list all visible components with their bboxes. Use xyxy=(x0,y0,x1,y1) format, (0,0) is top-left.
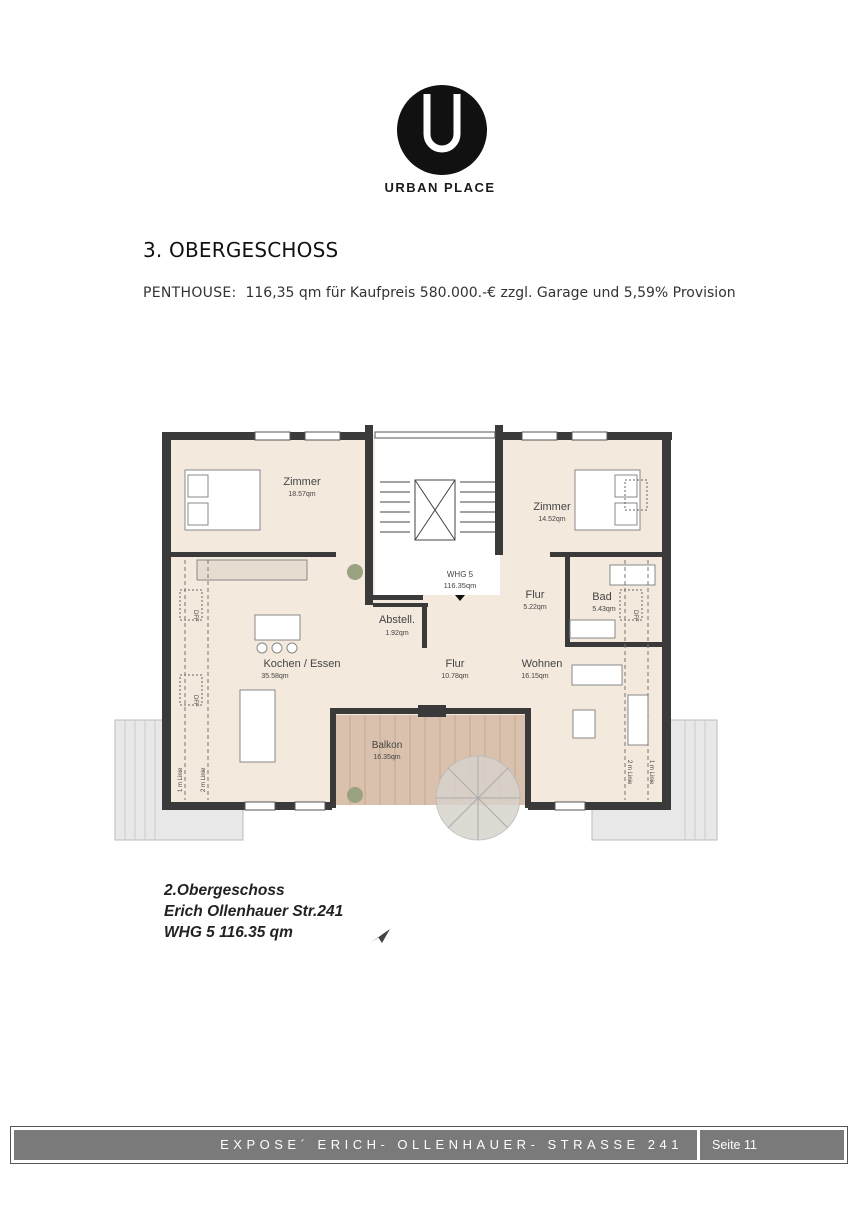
line-label: 2 m Linie xyxy=(201,767,207,792)
room-name: Kochen / Essen xyxy=(263,658,341,670)
room-name: Bad xyxy=(592,591,612,603)
room-name: Zimmer xyxy=(283,476,321,488)
caption-unit: WHG 5 116.35 qm xyxy=(164,924,293,941)
room-area: 5.43qm xyxy=(592,606,616,613)
room-name: WHG 5 xyxy=(446,570,474,579)
urban-place-logo xyxy=(360,82,520,200)
page-number: Seite 11 xyxy=(700,1130,844,1160)
room-name: Balkon xyxy=(371,740,403,751)
dff-label: DFF xyxy=(192,610,198,622)
caption-floor: 2.Obergeschoss xyxy=(164,882,285,899)
room-area: 18.57qm xyxy=(288,491,316,498)
room-area: 10.78qm xyxy=(441,673,469,680)
line-label: 1 m Linie xyxy=(648,760,654,785)
offer-details: 116,35 qm für Kaufpreis 580.000.-€ zzgl. Garage und 5,59% Provision xyxy=(245,285,736,301)
room-name: Flur xyxy=(445,658,465,670)
room-area: 16.35qm xyxy=(373,754,401,761)
offer-line xyxy=(143,285,736,301)
dff-label: DFF xyxy=(632,610,638,622)
plan-caption xyxy=(164,880,343,943)
room-name: Abstell. xyxy=(378,614,416,626)
room-area: 116.35qm xyxy=(443,581,477,590)
room-area: 16.15qm xyxy=(521,673,549,680)
logo-text: URBAN PLACE xyxy=(384,180,496,195)
room-name: Wohnen xyxy=(521,658,563,670)
room-area: 1.92qm xyxy=(385,630,409,637)
room-name: Flur xyxy=(525,589,545,601)
page-title: 3. OBERGESCHOSS xyxy=(143,238,339,262)
caption-address: Erich Ollenhauer Str.241 xyxy=(164,903,344,920)
line-label: 2 m Linie xyxy=(626,760,632,785)
offer-lead: PENTHOUSE: xyxy=(143,285,237,301)
dff-label: DFF xyxy=(192,695,198,707)
room-name: Zimmer xyxy=(533,501,571,513)
room-area: 5.22qm xyxy=(523,604,547,611)
page-footer xyxy=(10,1126,848,1164)
line-label: 1 m Linie xyxy=(178,767,184,792)
logo-mark-icon xyxy=(397,82,487,178)
north-arrow-icon xyxy=(368,925,392,945)
floor-plan xyxy=(110,420,730,860)
room-area: 14.52qm xyxy=(538,516,566,523)
room-area: 35.58qm xyxy=(261,673,289,680)
footer-title: EXPOSE´ ERICH- OLLENHAUER- STRASSE 241 xyxy=(14,1130,697,1160)
